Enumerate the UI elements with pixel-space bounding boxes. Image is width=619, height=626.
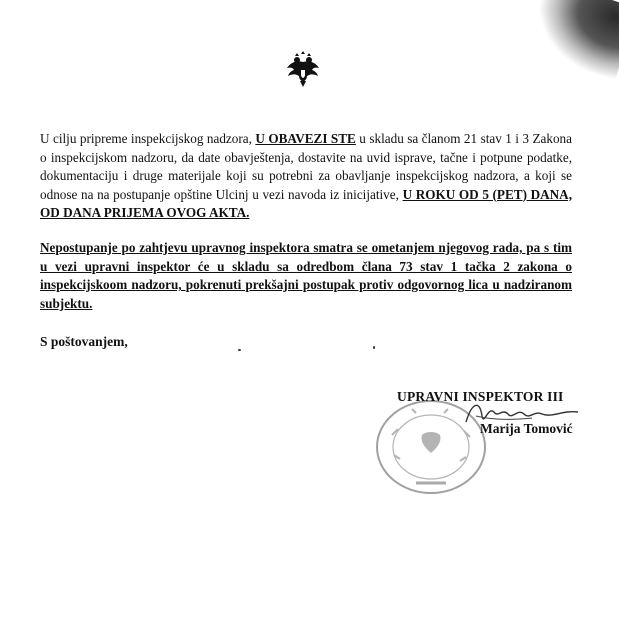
request-paragraph <box>40 130 572 223</box>
scan-speck <box>373 346 375 349</box>
scan-corner-shadow <box>525 0 619 80</box>
signature-title: UPRAVNI INSPEKTOR III <box>397 389 564 404</box>
warning-text: Nepostupanje po zahtjevu upravnog inspektora smatra se ometanjem njegovog rada, pa s tim u vezi upravni inspektor će u skladu sa odredbom člana 73 stav 1 tačka 2 zakona o inspekcijskoom nadzoru, pokrenuti prekšajni postupak protiv odgovornog lica u nadziranom subjektu. <box>40 240 572 311</box>
double-headed-eagle-crest-icon <box>283 50 323 90</box>
scan-speck <box>238 349 241 351</box>
closing-greeting: S poštovanjem, <box>40 334 128 349</box>
obligation-emphasis: U OBAVEZI STE <box>255 131 356 146</box>
signatory-name: Marija Tomović <box>480 421 573 436</box>
warning-paragraph <box>40 239 572 313</box>
para1-text-2: u skladu sa članom 21 stav 1 i 3 Zakona o inspekcijskom nadzoru, da date obavještenja, dostavite na uvid isprave, tačne i potpune podatke, dokumentaciju i druge materijale koji su potrebni za obavljanje inspekcijskog nadzora, a koji se odnose na na postupanje opštine Ulcinj u vezi navoda iz inicijative, <box>40 131 573 202</box>
para1-text-1: U cilju pripreme inspekcijskog nadzora, <box>40 131 256 146</box>
deadline-emphasis: U ROKU OD 5 (PET) DANA, OD DANA PRIJEMA OVOG AKTA. <box>40 186 572 220</box>
